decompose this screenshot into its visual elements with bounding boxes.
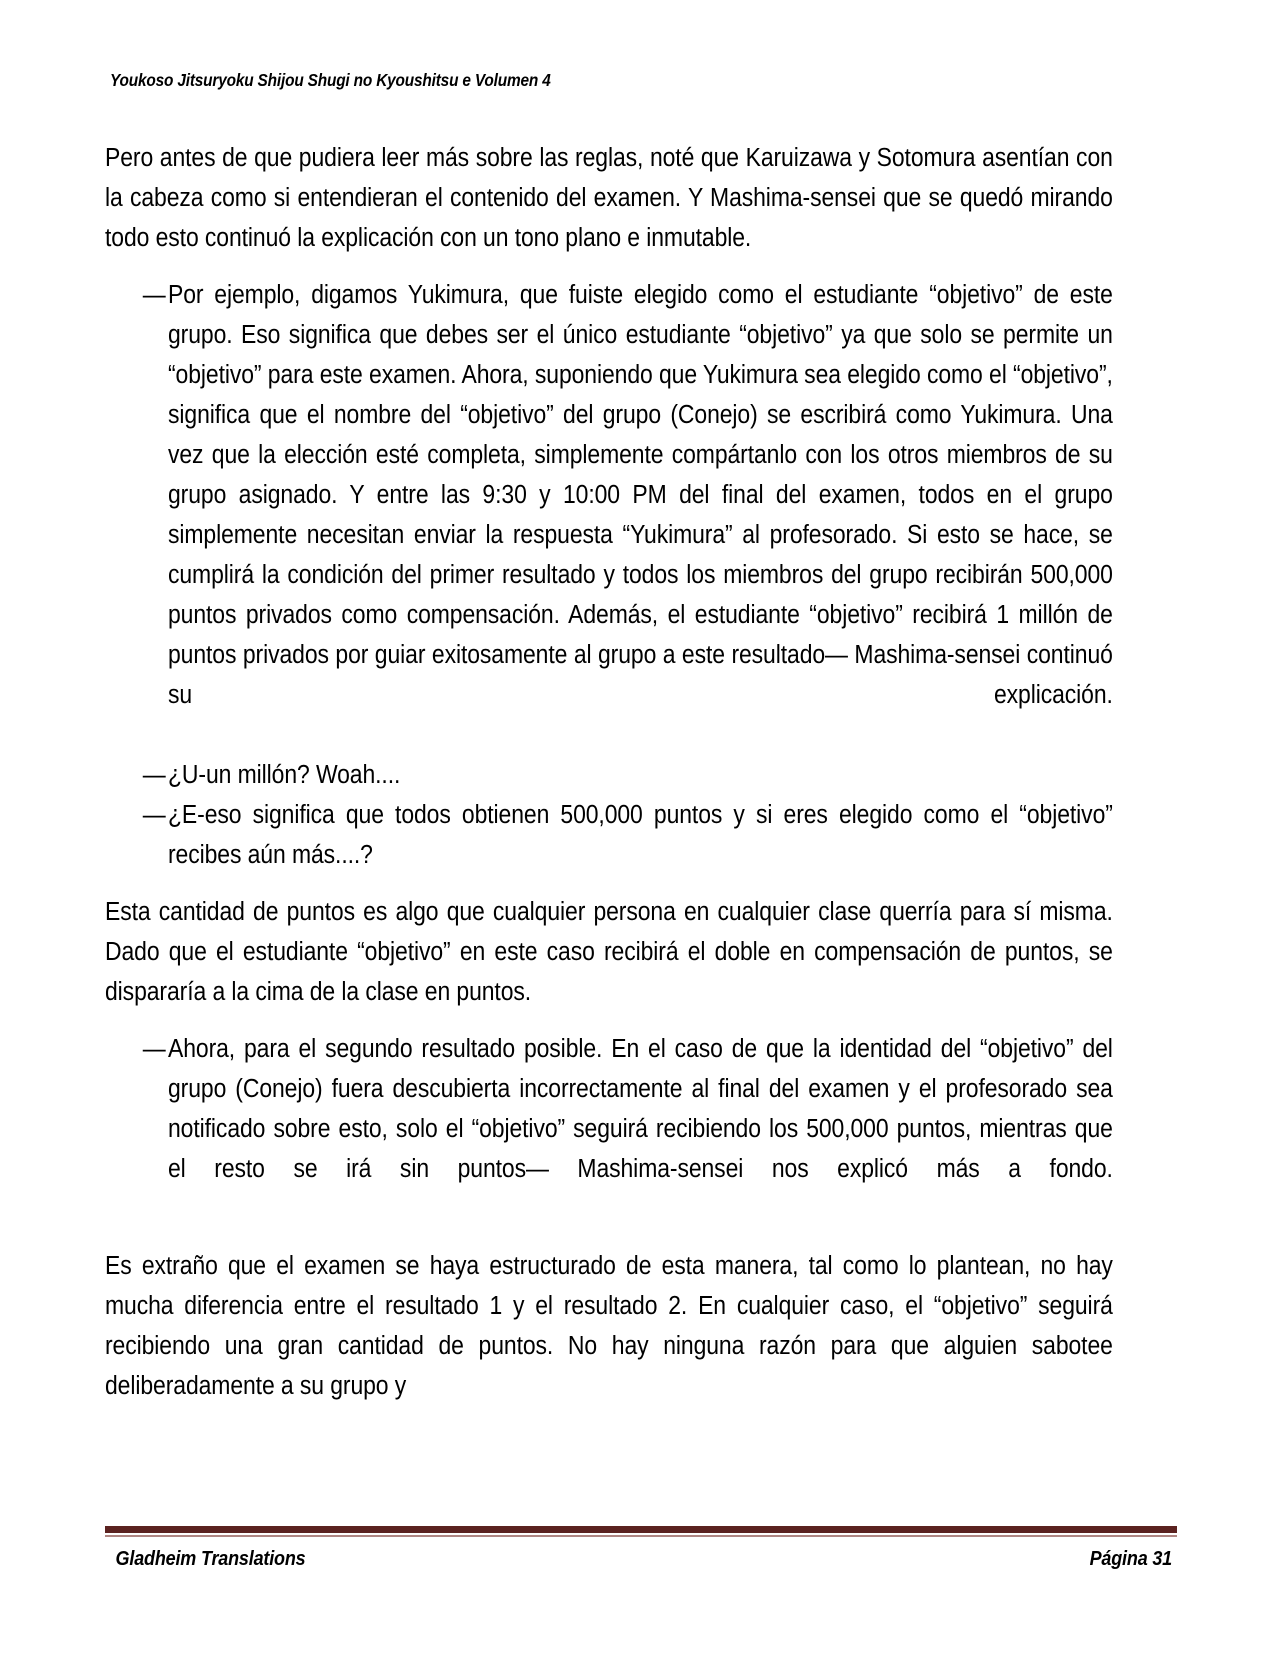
dialogue-block-1 xyxy=(105,275,1112,875)
paragraph-points: Esta cantidad de puntos es algo que cualquier persona en cualquier clase querría para sí misma. Dado que el estudiante “objetivo” en este caso recibirá el doble en compensación de puntos, se dispararía a la cima de la clase en puntos. xyxy=(105,898,1113,1006)
dialogue-line xyxy=(105,755,1113,795)
translator-credit: Gladheim Translations xyxy=(115,1548,306,1570)
dialogue-line xyxy=(105,1029,1113,1229)
dialogue-text: Por ejemplo, digamos Yukimura, que fuiste elegido como el estudiante “objetivo” de este grupo. Eso significa que debes ser el único estudiante “objetivo” ya que solo se permite un “objetivo” para este examen. Ahora, suponiendo que Yukimura sea elegido como el “objetivo”, significa que el nombre del “objetivo” del grupo (Conejo) se escribirá como Yukimura. Una vez que la elección esté completa, simplemente compártanlo con los otros miembros de su grupo asignado. Y entre las 9:30 y 10:00 PM del final del examen, todos en el grupo simplemente necesitan enviar la respuesta “Yukimura” al profesorado. Si esto se hace, se cumplirá la condición del primer resultado y todos los miembros del grupo recibirán 500,000 puntos privados como compensación. Además, el estudiante “objetivo” recibirá 1 millón de puntos privados por guiar exitosamente al grupo a este resultado— Mashima-sensei continuó su explicación. xyxy=(168,281,1113,709)
dialogue-line xyxy=(105,275,1113,755)
page-footer xyxy=(105,1526,1177,1571)
footer-rule-thin xyxy=(105,1535,1177,1537)
paragraph-closing: Es extraño que el examen se haya estructurado de esta manera, tal como lo plantean, no hay mucha diferencia entre el resultado 1 y el resultado 2. En cualquier caso, el “objetivo” seguirá recibiendo una gran cantidad de puntos. No hay ninguna razón para que alguien sabotee deliberadamente a su grupo y xyxy=(105,1252,1113,1400)
page-body xyxy=(105,138,1112,1406)
running-header: Youkoso Jitsuryoku Shijou Shugi no Kyoushitsu e Volumen 4 xyxy=(110,70,551,90)
dialogue-text: Ahora, para el segundo resultado posible. En el caso de que la identidad del “objetivo” del grupo (Conejo) fuera descubierta incorrectamente al final del examen y el profesorado sea notificado sobre esto, solo el “objetivo” seguirá recibiendo los 500,000 puntos, mientras que el resto se irá sin puntos— Mashima-sensei nos explicó más a fondo. xyxy=(168,1035,1113,1183)
em-dash-marker: — xyxy=(142,281,166,309)
dialogue-line xyxy=(105,795,1113,875)
em-dash-marker: — xyxy=(142,801,166,829)
em-dash-marker: — xyxy=(142,1035,166,1063)
footer-rule-thick xyxy=(105,1526,1177,1533)
page-number: Página 31 xyxy=(1089,1548,1173,1570)
em-dash-marker: — xyxy=(142,761,166,789)
footer-row xyxy=(105,1548,1177,1571)
paragraph-intro: Pero antes de que pudiera leer más sobre las reglas, noté que Karuizawa y Sotomura asentían con la cabeza como si entendieran el contenido del examen. Y Mashima-sensei que se quedó mirando todo esto continuó la explicación con un tono plano e inmutable. xyxy=(105,144,1113,252)
dialogue-text: ¿U-un millón? Woah.... xyxy=(168,761,401,789)
dialogue-block-2 xyxy=(105,1029,1112,1229)
dialogue-text: ¿E-eso significa que todos obtienen 500,000 puntos y si eres elegido como el “objetivo” recibes aún más....? xyxy=(168,801,1113,869)
